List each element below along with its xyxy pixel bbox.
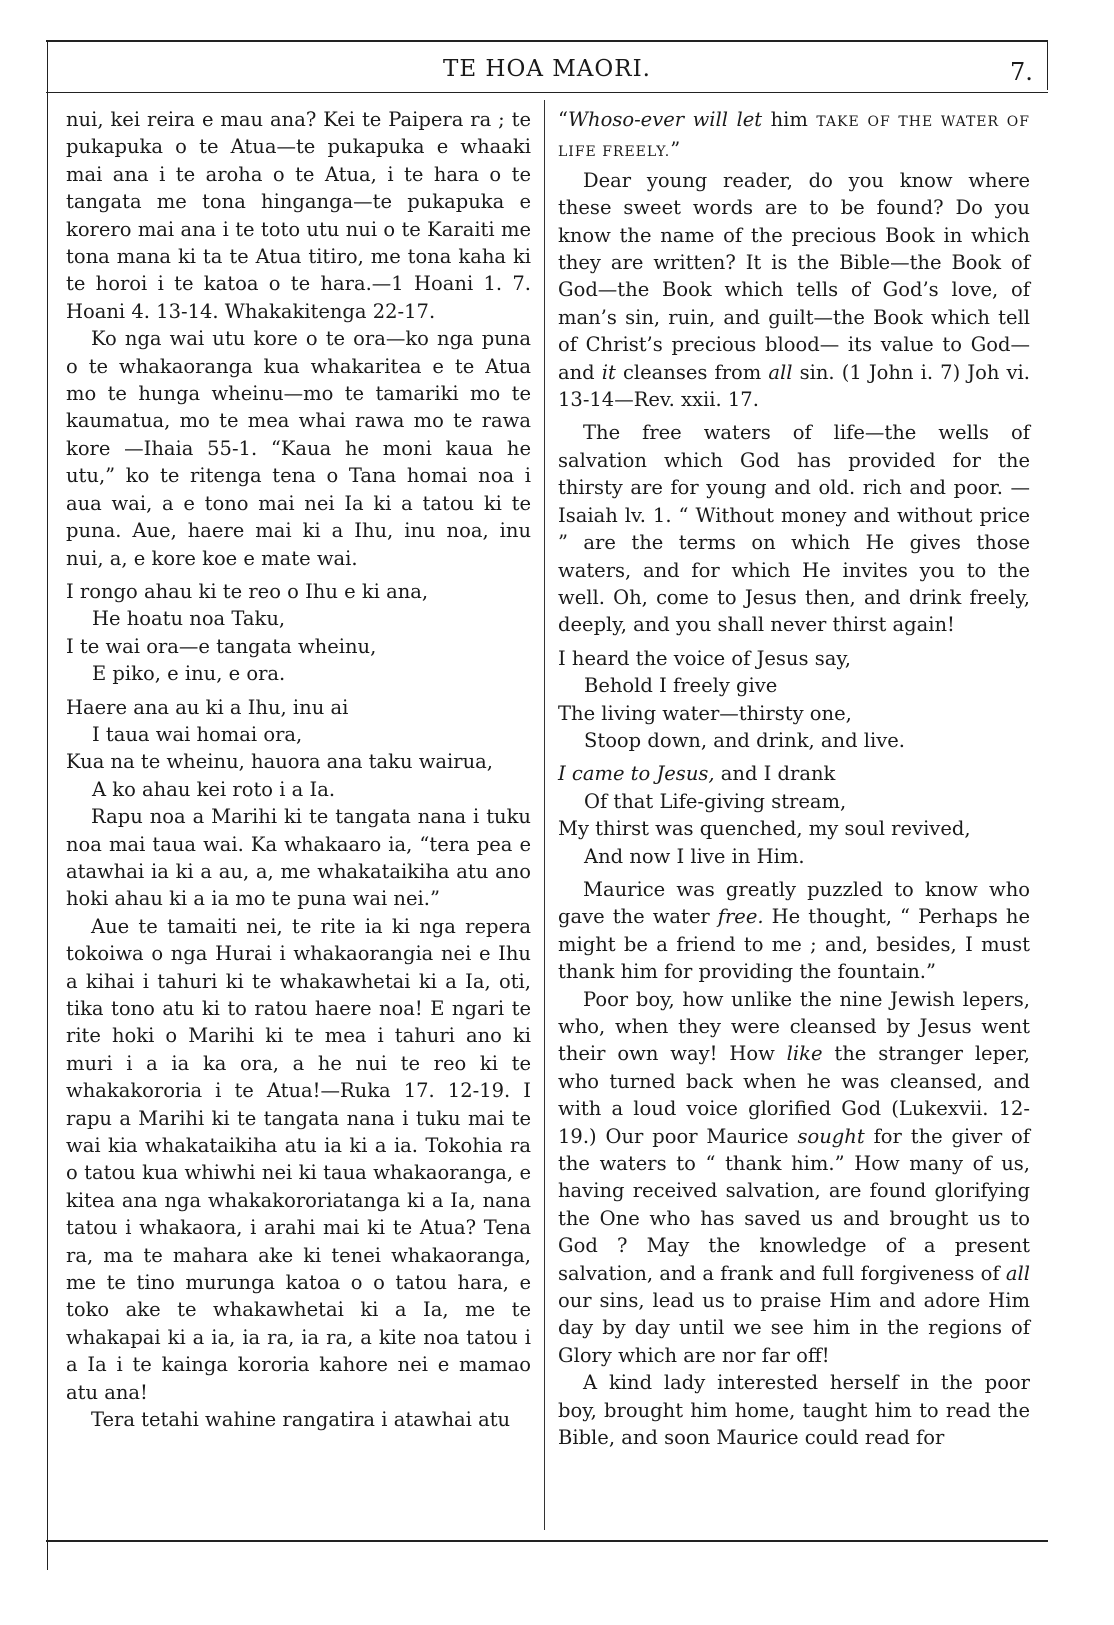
bottom-rule	[46, 1540, 1048, 1542]
scripture-quote	[558, 106, 1030, 167]
hymn-verse-2	[66, 694, 531, 804]
verse-line	[558, 760, 1030, 787]
quote-small-caps: TAKE OF THE WATER OF LIFE FREELY.	[558, 114, 1031, 161]
verse-line: He hoatu noa Taku,	[92, 607, 286, 631]
verse-line: The living water—thirsty one,	[558, 701, 852, 725]
paragraph	[558, 876, 1030, 986]
verse-line: And now I live in Him.	[584, 844, 805, 868]
column-rule	[544, 100, 545, 1530]
italic-run: like	[786, 1042, 823, 1066]
paragraph	[558, 986, 1030, 1370]
italic-run: I came to Jesus,	[558, 762, 715, 786]
text-run: He thought, “ Perhaps he might be a friend to me ; and, besides, I must thank him for providing the fountain.”	[558, 905, 1030, 984]
page-number: 7.	[1010, 58, 1033, 86]
paragraph: A kind lady interested herself in the poor boy, brought him home, taught him to read the Bible, and soon Maurice could read for	[558, 1371, 1030, 1450]
paragraph: The free waters of life—the wells of salvation which God has provided for the thirsty are for young and old. rich and poor. —Isaiah lv. 1. “ Without money and without price ” are the terms on which He gives those waters, and for which He invites you to the well. Oh, come to Jesus then, and drink freely, deeply, and you shall never thirst again!	[558, 421, 1030, 637]
top-border	[46, 40, 1048, 42]
quote-him: him	[762, 108, 817, 131]
verse-line: A ko ahau kei roto i a Ia.	[92, 777, 336, 801]
left-border	[47, 40, 48, 1570]
italic-run: free.	[717, 905, 764, 929]
right-column	[558, 106, 1030, 1452]
hymn-verse-1	[66, 578, 531, 688]
page-header-title: TE HOA MAORI.	[442, 56, 651, 82]
quote-close: ”	[670, 138, 681, 162]
text-run: the stranger leper, who turned back when he was cleansed, and with a loud voice glorified God (Lukexvii. 12-19.) Our poor Maurice	[558, 1042, 1030, 1148]
text-run: Poor boy, how unlike the nine Jewish lepers, who, when they were cleansed by Jesus went their own way! How	[558, 987, 1030, 1066]
italic-run: sought	[797, 1124, 865, 1148]
quote-open: “	[558, 108, 568, 131]
paragraph: nui, kei reira e mau ana? Kei te Paipera ra ; te pukapuka o te Atua—te pukapuka e whaaki mai ana i te aroha o te Atua, i te hara o te tangata me tona hinganga—te pukapuka e korero mai ana i te toto utu nui o te Karaiti me tona mana ki ta te Atua titiro, me tona kaha ki te horoi i te katoa o te hara.—1 Hoani 1. 7. Hoani 4. 13-14. Whakakitenga 22-17.	[66, 108, 531, 323]
verse-line: Behold I freely give	[584, 674, 778, 698]
verse-line: Of that Life-giving stream,	[584, 789, 847, 813]
text-run: our sins, lead us to praise Him and adore Him day by day until we see him in the regions of Glory which are nor far off!	[558, 1289, 1030, 1367]
text-run: for the giver of the waters to “ thank him.” How many of us, having received salvation, are found glorifying the One who has saved us and brought us to God ? May the knowledge of a present salvation, and a frank and full forgiveness of	[558, 1124, 1030, 1285]
quote-italic: Whoso-ever will let	[567, 108, 763, 131]
hymn-verse-1	[558, 645, 1030, 755]
verse-line: I heard the voice of Jesus say,	[558, 646, 851, 670]
paragraph	[558, 167, 1030, 414]
paragraph: Rapu noa a Marihi ki te tangata nana i tuku noa mai taua wai. Ka whakaaro ia, “tera pea e atawhai ia ki a au, a, me whakataikiha atu ano hoki ahau ki a ia mo te puna wai nei.”	[66, 805, 531, 911]
hymn-verse-2	[558, 760, 1030, 870]
verse-line: I te wai ora—e tangata wheinu,	[66, 634, 377, 658]
verse-line: I taua wai homai ora,	[92, 722, 303, 746]
text-run: Maurice was greatly puzzled to know who gave the water	[558, 877, 1030, 929]
text-run: cleanses from	[615, 360, 769, 384]
verse-line: E piko, e inu, e ora.	[92, 662, 286, 686]
text-run: and I drank	[714, 762, 836, 786]
verse-line: I rongo ahau ki te reo o Ihu e ki ana,	[66, 579, 429, 603]
italic-run: all	[768, 360, 793, 384]
verse-line: Stoop down, and drink, and live.	[584, 728, 905, 752]
italic-run: all	[1005, 1261, 1030, 1285]
italic-run: it	[601, 360, 616, 384]
paragraph: Tera tetahi wahine rangatira i atawhai atu	[91, 1408, 511, 1432]
verse-line: Kua na te wheinu, hauora ana taku wairua,	[66, 750, 493, 774]
paragraph: Ko nga wai utu kore o te ora—ko nga puna o te whakaoranga kua whakaritea e te Atua mo te hunga wheinu—mo te tamariki mo te kaumatua, mo te mea whai rawa mo te rawa kore —Ihaia 55-1. “Kaua he moni kaua he utu,” ko te ritenga tena o Tana homai noa i aua wai, a e tono mai nei Ia ki a tatou ki te puna. Aue, haere mai ki a Ihu, inu noa, inu nui, a, e kore koe e mate wai.	[66, 327, 531, 570]
text-run: Dear young reader, do you know where these sweet words are to be found? Do you know the name of the precious Book in which they are written? It is the Bible—the Book of God—the Book which tells of God’s love, of man’s sin, ruin, and guilt—the Book which tell of Christ’s precious blood— its value to God—and	[558, 168, 1030, 384]
paragraph: Aue te tamaiti nei, te rite ia ki nga repera tokoiwa o nga Hurai i whakaorangia nei e Ihu a kihai i tahuri ki te whakawhetai ki a Ia, oti, tika tono atu ki to ratou haere noa! E ngari te rite hoki o Marihi ki te mea i tahuri ano ki muri i a ia ka ora, a he nui te reo ki te whakakororia i te Atua!—Ruka 17. 12-19. I rapu a Marihi ki te tangata nana i tuku mai te wai kia whakataikiha atu ia ki a ia. Tokohia ra o tatou kua whiwhi nei ki taua whakaoranga, e kitea ana nga whakakororiatanga ki a Ia, nana tatou i whakaora, i arahi mai ki te Atua? Tena ra, ma te mahara ake ki tenei whakaoranga, me te tino murunga katoa o o tatou hara, e toko ake te whakawhetai ki a Ia, me te whakapai ki a ia, ia ra, ia ra, a kite noa tatou i a Ia i te kainga kororia kahore nei e mamao atu ana!	[66, 914, 531, 1404]
left-column	[66, 106, 531, 1434]
verse-line: My thirst was quenched, my soul revived,	[558, 817, 971, 841]
text-run: sin. (1 John i. 7) Joh vi. 13-14—Rev. xxii. 17.	[558, 360, 1030, 412]
header-rule	[46, 92, 1048, 93]
verse-line: Haere ana au ki a Ihu, inu ai	[66, 695, 349, 719]
